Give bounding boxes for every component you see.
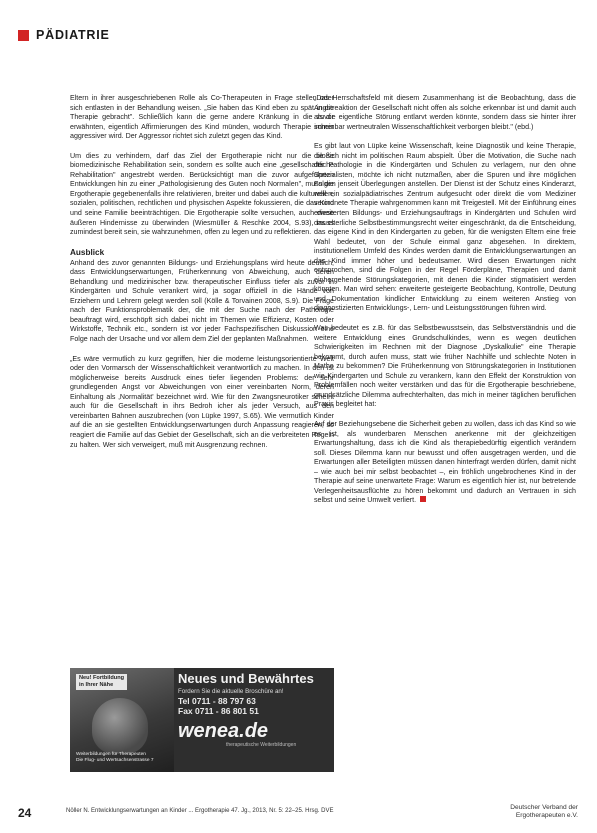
ad-tagline: Weiterbildungen für Therapeuten Die Flug- und Wertsachsenstrasse 7 [76,752,154,763]
paragraph: Um dies zu verhindern, darf das Ziel der Ergotherapie nicht nur die bloße biomedizinische Rehabilitation sein, sondern es sollte auch eine „gesellschaftliche Rehabilitation" angestrebt werden. Berücksichtigt man die zuvor aufgeführten Entwicklungen hin zu einer „Pathologisierung des Guten noch Normalen", muss die Ergotherapie gegebenenfalls ihre relativieren, breiter und dabei auch die kulturellen, sozialen, politischen, rechtlichen und physischen Aspekte fokussieren, die das Kind und seine Familie beeinträchtigen. Die Ergotherapie sollte versuchen, auch diese äußeren Hindernisse zu überwinden (Wiesmüller & Reschke 2004, S.93), muss zumindest bereit sein, sie wahrzunehmen, offen zu legen und zu reflektieren. [70,151,334,237]
publisher [510,804,578,820]
ad-logo[interactable]: wenea.de [178,720,269,742]
person-photo-icon [92,698,148,754]
publisher-line: Ergotherapeuten e.V. [515,812,578,819]
right-column [314,94,576,516]
page-number: 24 [18,806,32,820]
paragraph: Eltern in ihrer ausgeschriebenen Rolle als Co-Therapeuten in Frage stellen oder sich entlasten in der Behandlung weisen. „Sie haben das Kind eben zu spät in die Therapie gebracht". Schließlich kann die gerne andere Kränkung in die zuvor erwähnten, eigentlich Affirmierungen des Kind münden, wodurch Therapie immer aggressiver wird. Der Aggressor richtet sich zuletzt gegen das Kind. [70,94,334,141]
closing-paragraph [314,420,576,506]
paragraph: Es gibt laut von Lüpke keine Wissenschaft, keine Diagnostik und keine Therapie, die sich nicht im politischen Raum abspielt. Über die Motivation, die Suche nach der Pathologie in die Kindergärten und Schulen zu verlagern, nur den ohne Spezialisten, möchte ich nicht nutzmaßen, aber die Spuren und ihre möglichen Folgen jenseit Überlegungen anstellen. Der Dienst ist der Schutz eines Kinderarzt, weil ein sozialpädiatrisches Zentrum aufgesucht oder direkt die vom Mediziner verordnete Therapie wahrgenommen kann mit Treigestell. Mit der Einführung eines erweiterten Bildungs- und Erziehungsauftrags in Kindergärten und Schulen wird das elterliche Selbstbestimmungsrecht weiter eingeschränkt, da die Entscheidung, das eigene Kind in den Kindergarten zu geben, für die wenigsten Eltern eine freie Wahl bedeutet, von der Schule einmal ganz abgesehen. In direktem, institutionellem Umfeld des Kindes werden damit die Entwicklungserwartungen an das Kind immer höher und bedeutsamer. Wird diesen Erwartungen nicht entsprochen, sind die Folgen in der Regel Förderpläne, Therapien und damit einhergehende Störungskategorien, mit denen die Kinder stigmatisiert werden könnten. Man wird sehen: erweiterte gesteigerte Beobachtung, Kontrolle, Deutung und Dokumentation kindlicher Entwicklung zu einem weiteren Anstieg von diagnostizierten Entwicklungs-, Lern- und Leistungsstörungen führen wird. [314,142,576,313]
section-title: PÄDIATRIE [36,28,110,42]
section-header [18,28,110,42]
paragraph: Was bedeutet es z.B. für das Selbstbewusstsein, das Selbstverständnis und die weitere Entwicklung eines Grundschulkindes, wenn es wegen deutlichen Schwierigkeiten im Rechnen mit der Diagnose „Dyskalkulie" eine Therapie bekommt, durch aufen muss, statt wie früher Nachhilfe und schlechte Noten in Mathe zu bekommen? Die Früherkennung von Störungskategorien in Institutionen wie Kindergarten und Schule zu verankern, kann den Effekt der Konstruktion von Problemfällen noch weiter verstärken und das für die Ergotherapie beschriebene, grundsätzliche Dilemma aufrechterhalten, das mich in meiner täglichen beruflichen Praxis begleitet hat: [314,324,576,409]
ad-claim: therapeutische Weiterbildungen [226,742,297,748]
paragraph: Anhand des zuvor genannten Bildungs- und Erziehungsplans wird heute deutlich, dass Entwicklungserwartungen, Früherkennung von Abweichung, auch deren Behandlung und medizinischer bzw. therapeutischer Einfluss tiefer als zuvor in Kindergärten und Schule verankert wird, ja sogar offiziell in die Hände von Erziehern und Lehrern gelegt werden soll (Kölle & Torvainen 2008, S.9). Die Frage nach der Funktionsproblematik der, die mit der Suche nach der Pathologie beauftragt wird, erschöpft sich dabei nicht im Themen wie Effizienz, Kosten oder Wirkstoffe, Technik etc., sondern ist vor jeder Fachspezifischen Diskussion eine Folge nach der Ursache und vor allem dem Ziel der geplanten Maßnahmen. [70,258,334,344]
ad-badge: Neu! Fortbildung in Ihrer Nähe [76,674,127,690]
closing-text: Auf der Beziehungsebene die Sicherheit geben zu wollen, dass ich das Kind so wie es ist, als wunderbaren Menschen anerkenne mit der gleichzeitigen Erwartungshaltung, dass ich die Kind als therapiebedürftig eigentlich verändern soll. Dieses Dilemma kann nur bewusst und offen ausgetragen werden, und die Erwartungen aller Beteiligten müssen danen hinterfragt werden dürfen, damit nicht – wie auch bei mir selbst beobachtet –, ein fröhlich ungebrochenes Kind in der Therapie auf seine unerwartete Frage: Warum es eigentlich hier ist, nur betretende Verlegenheitsausflüchte zu hören bekommt und dadurch an Vertrauen in sich selbst und seine Umwelt verliert. [314,419,576,505]
citation: Nöller N. Entwicklungserwartungen an Kinder ... Ergotherapie 47. Jg., 2013, Nr. 5: 22–25. Hrsg. DVE [66,808,334,814]
advertisement[interactable] [70,668,334,772]
quote-paragraph: „Das Herrschaftsfeld mit diesem Zusammenhang ist die Beobachtung, dass die Angstreaktion der Gesellschaft nicht offen als solche erkennbar ist und damit auch als die eigentliche Störung entlarvt werden könnte, sondern dass sie hinter ihrer scheinbar wertneutralen Wissenschaftlichkeit verborgen bleibt." (ebd.) [314,94,576,131]
ad-subline: Fordern Sie die aktuelle Broschüre an! [178,688,284,695]
left-column [70,94,334,460]
page-footer [18,804,578,824]
publisher-line: Deutscher Verband der [510,804,578,811]
quote-paragraph: „Es wäre vermutlich zu kurz gegriffen, hier die moderne leistungsorientierte Welt oder den Vormarsch der Wissenschaftlichkeit verantwortlich zu machen. In den ist möglicherweise bereits Ausdruck eines tiefer liegenden Problems: der sehr grundlegenden Angst vor Abweichungen von einer vereinbarten Norm, deren Einhaltung als ‚Normalität' bezeichnet wird. Wie für den Zwangsneurotiker scheint auch für die Gesellschaft in ihrs Bedroh icher als jeder Versuch, aus den vereinbarten Bahnen auszubrechen (von Lüpke 1997, S.65). Wie vermutlich Kinder auf die an sie gestellten Entwicklungserwartungen durch Anpassung reagieren, so reagiert die Familie auf das Gebiet der Gesellschaft, sich an die verbreiteten Regeln zu halten. Wer sich verweigert, muß mit Ausgrenzung rechnen. [70,354,334,449]
ad-fax: Fax 0711 - 86 801 51 [178,706,259,716]
ad-headline: Neues und Bewährtes [178,671,314,686]
end-square-icon [420,496,426,502]
subheading-ausblick: Ausblick [70,247,105,257]
section-square-icon [18,30,29,41]
ad-text-panel [178,672,330,748]
ad-phone: Tel 0711 - 88 797 63 [178,696,256,706]
